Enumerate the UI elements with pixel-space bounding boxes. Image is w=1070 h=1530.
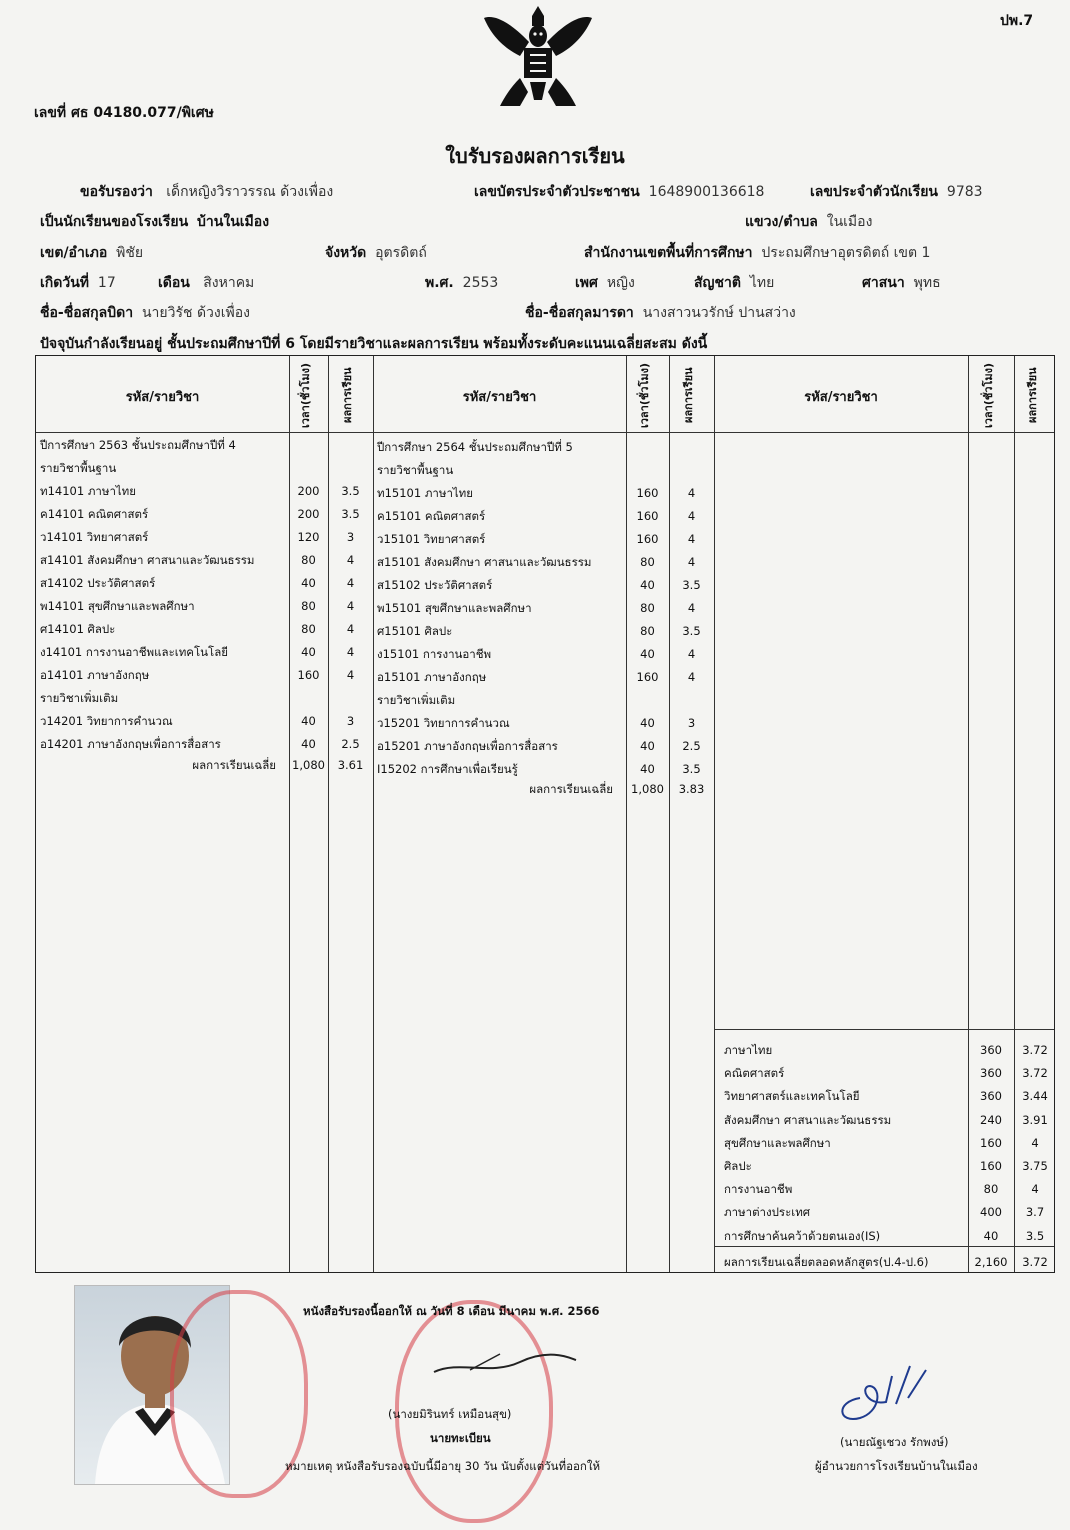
col3-subject: คณิตศาสตร์ (724, 1066, 785, 1081)
director-name: (นายณัฐเชวง รักพงษ์) (840, 1435, 949, 1449)
col3-subject: สุขศึกษาและพลศึกษา (724, 1135, 831, 1150)
overall-average-label: ผลการเรียนเฉลี่ยตลอดหลักสูตร(ป.4-ป.6) (724, 1255, 929, 1269)
id-label: เลขบัตรประจำตัวประชาชน (474, 184, 640, 200)
col2-grade: 3.5 (682, 578, 701, 592)
col1-hours (289, 457, 328, 479)
col3-grade: 3.44 (1022, 1089, 1048, 1104)
col3-grade: 3.72 (1022, 1066, 1048, 1081)
col2-grade: 4 (687, 647, 696, 661)
col3-hours: 360 (980, 1066, 1002, 1081)
col3-hours: 160 (980, 1135, 1002, 1150)
father-label: ชื่อ-ชื่อสกุลบิดา (40, 305, 134, 321)
col1-hours: 80 (301, 553, 316, 567)
header-hours-1: เวลา(ชั่วโมง) (299, 362, 312, 428)
col2-hours (626, 436, 669, 458)
col2-grade: 4 (687, 555, 696, 569)
year2-average-hours: 1,080 (631, 782, 664, 796)
issue-date-text: หนังสือรับรองนี้ออกให้ ณ วันที่ 8 เดือน มีนาคม พ.ศ. 2566 (303, 1304, 600, 1318)
col1-grade (328, 434, 373, 456)
col1-hours: 40 (301, 576, 316, 590)
form-code: ปพ.7 (1000, 13, 1034, 29)
col2-subject: ค15101 คณิตศาสตร์ (377, 509, 486, 523)
col2-subject: อ15201 ภาษาอังกฤษเพื่อการสื่อสาร (377, 739, 558, 753)
father-name: นายวิรัช ด้วงเพื่อง (141, 305, 250, 321)
col1-hours: 200 (297, 484, 320, 498)
col3-subject: สังคมศึกษา ศาสนาและวัฒนธรรม (724, 1112, 892, 1127)
col2-hours: 40 (640, 647, 655, 661)
col2-subject: ส15102 ประวัติศาสตร์ (377, 578, 493, 592)
year1-average-grade: 3.61 (337, 758, 364, 772)
header-hours-3: เวลา(ชั่วโมง) (982, 362, 995, 428)
col1-subject: ว14201 วิทยาการคำนวณ (40, 714, 173, 728)
overall-average-grade: 3.72 (1022, 1255, 1048, 1269)
col1-grade: 3 (346, 714, 355, 728)
col1-grade: 2.5 (341, 737, 360, 751)
birth-month-label: เดือน (158, 275, 190, 291)
year1-average-hours: 1,080 (292, 758, 325, 772)
col2-grade: 4 (687, 601, 696, 615)
col3-subject: ภาษาไทย (724, 1043, 773, 1057)
garuda-emblem (480, 2, 596, 114)
col2-hours: 80 (640, 624, 655, 638)
col2-hours: 80 (640, 555, 655, 569)
col1-grade: 4 (346, 645, 355, 659)
document-title: ใบรับรองผลการเรียน (445, 144, 625, 168)
col2-hours: 40 (640, 578, 655, 592)
col1-grade: 3 (346, 530, 355, 544)
col3-subject: วิทยาศาสตร์และเทคโนโลยี (724, 1089, 860, 1104)
document-number: เลขที่ ศธ 04180.077/พิเศษ (34, 105, 214, 121)
col1-hours: 40 (301, 645, 316, 659)
col3-grade: 3.91 (1022, 1112, 1048, 1127)
sex-value: หญิง (606, 275, 635, 291)
col2-grade: 3.5 (682, 762, 701, 776)
sex-label: เพศ (575, 275, 598, 291)
col2-grade: 4 (687, 532, 696, 546)
col1-grade (328, 457, 373, 479)
col2-hours: 160 (636, 486, 659, 500)
col1-subject: อ14201 ภาษาอังกฤษเพื่อการสื่อสาร (40, 737, 221, 751)
subdistrict-value: ในเมือง (826, 214, 873, 230)
sid-value: 9783 (946, 184, 983, 200)
col1-grade: 3.5 (341, 484, 360, 498)
header-grade-1: ผลการเรียน (341, 367, 354, 423)
religion-value: พุทธ (913, 275, 941, 291)
header-hours-2: เวลา(ชั่วโมง) (638, 362, 651, 428)
birth-day: 17 (97, 275, 116, 291)
registrar-signature (430, 1350, 580, 1380)
col2-grade (669, 459, 714, 481)
year2-average-label: ผลการเรียนเฉลี่ย (529, 782, 613, 796)
col3-hours: 80 (983, 1182, 999, 1197)
col1-grade (328, 687, 373, 709)
col3-grade: 3.5 (1025, 1228, 1045, 1243)
col1-hours: 160 (297, 668, 320, 682)
col3-grade: 3.7 (1025, 1205, 1045, 1220)
col2-subject: พ15101 สุขศึกษาและพลศึกษา (377, 601, 532, 615)
col2-subject: I15202 การศึกษาเพื่อเรียนรู้ (377, 762, 518, 776)
col1-hours (289, 687, 328, 709)
birth-month: สิงหาคม (203, 275, 255, 291)
header-subject-2: รหัส/รายวิชา (462, 390, 537, 405)
col1-grade: 4 (346, 576, 355, 590)
col2-subject: ท15101 ภาษาไทย (377, 486, 473, 500)
nationality-label: สัญชาติ (694, 275, 741, 291)
registrar-title: นายทะเบียน (430, 1431, 491, 1445)
col3-subject: ศิลปะ (724, 1159, 752, 1173)
school-label: เป็นนักเรียนของโรงเรียน (40, 214, 189, 230)
col1-subject: ท14101 ภาษาไทย (40, 484, 136, 498)
nationality-value: ไทย (749, 275, 775, 291)
col1-hours: 120 (297, 530, 320, 544)
col2-hours: 160 (636, 670, 659, 684)
overall-average-hours: 2,160 (974, 1255, 1008, 1269)
col1-subject: พ14101 สุขศึกษาและพลศึกษา (40, 599, 195, 613)
col2-grade: 4 (687, 486, 696, 500)
header-grade-2: ผลการเรียน (682, 367, 695, 423)
col1-subject: รายวิชาเพิ่มเติม (40, 691, 119, 705)
col3-hours: 160 (980, 1159, 1002, 1173)
mother-name: นางสาวนวรักษ์ ปานสว่าง (642, 305, 796, 321)
col2-grade: 3.5 (682, 624, 701, 638)
col2-subject: ส15101 สังคมศึกษา ศาสนาและวัฒนธรรม (377, 555, 592, 569)
id-value: 1648900136618 (648, 184, 765, 200)
district-label: เขต/อำเภอ (40, 245, 108, 261)
header-subject-3: รหัส/รายวิชา (804, 390, 878, 405)
col3-hours: 240 (980, 1112, 1002, 1127)
col1-hours: 80 (301, 599, 316, 613)
col3-grade: 4 (1031, 1135, 1039, 1150)
subdistrict-label: แขวง/ตำบล (745, 214, 818, 230)
col1-hours: 200 (297, 507, 320, 521)
student-name: เด็กหญิงวิราวรรณ ด้วงเพื่อง (166, 184, 334, 200)
validity-note: หมายเหตุ หนังสือรับรองฉบับนี้มีอายุ 30 วัน นับตั้งแต่วันที่ออกให้ (285, 1459, 601, 1473)
col1-subject: ปีการศึกษา 2563 ชั้นประถมศึกษาปีที่ 4 (40, 438, 236, 452)
col2-hours: 160 (636, 509, 659, 523)
col1-hours: 40 (301, 737, 316, 751)
col2-hours: 40 (640, 739, 655, 753)
col3-subject: ภาษาต่างประเทศ (724, 1205, 811, 1220)
cert-label: ขอรับรองว่า (80, 184, 153, 200)
col1-subject: ว14101 วิทยาศาสตร์ (40, 530, 149, 544)
birth-day-label: เกิดวันที่ (40, 275, 90, 291)
col2-grade (669, 436, 714, 458)
col2-subject: ง15101 การงานอาชีพ (377, 647, 492, 661)
col3-grade: 4 (1031, 1182, 1039, 1197)
col2-subject: อ15101 ภาษาอังกฤษ (377, 670, 487, 684)
religion-label: ศาสนา (862, 275, 905, 291)
sid-label: เลขประจำตัวนักเรียน (810, 184, 939, 200)
year1-average-label: ผลการเรียนเฉลี่ย (192, 758, 276, 772)
col3-hours: 400 (980, 1205, 1002, 1220)
col1-subject: ส14101 สังคมศึกษา ศาสนาและวัฒนธรรม (40, 553, 255, 567)
director-signature (830, 1358, 940, 1428)
col2-subject: ปีการศึกษา 2564 ชั้นประถมศึกษาปีที่ 5 (377, 440, 573, 454)
col1-subject: ง14101 การงานอาชีพและเทคโนโลยี (40, 645, 228, 659)
birth-year-label: พ.ศ. (425, 275, 454, 291)
mother-label: ชื่อ-ชื่อสกุลมารดา (525, 305, 634, 321)
header-grade-3: ผลการเรียน (1026, 367, 1039, 423)
col1-subject: ค14101 คณิตศาสตร์ (40, 507, 149, 521)
director-title: ผู้อำนวยการโรงเรียนบ้านในเมือง (815, 1459, 978, 1473)
col2-subject: ศ15101 ศิลปะ (377, 624, 453, 638)
col2-grade (669, 689, 714, 711)
col2-subject: ว15101 วิทยาศาสตร์ (377, 532, 486, 546)
col3-hours: 40 (983, 1228, 999, 1243)
registrar-name: (นางยมิรินทร์ เหมือนสุข) (388, 1407, 512, 1421)
col2-hours (626, 689, 669, 711)
col2-hours: 40 (640, 762, 655, 776)
col1-grade: 4 (346, 668, 355, 682)
year2-average-grade: 3.83 (678, 782, 705, 796)
col1-hours: 40 (301, 714, 316, 728)
province-label: จังหวัด (325, 245, 367, 261)
col1-hours: 80 (301, 622, 316, 636)
col1-subject: อ14101 ภาษาอังกฤษ (40, 668, 150, 682)
col1-grade: 3.5 (341, 507, 360, 521)
col2-subject: รายวิชาเพิ่มเติม (377, 693, 456, 707)
col1-hours (289, 434, 328, 456)
col2-subject: รายวิชาพื้นฐาน (377, 463, 454, 477)
col2-subject: ว15201 วิทยาการคำนวณ (377, 716, 510, 730)
col3-subject: การศึกษาค้นคว้าด้วยตนเอง(IS) (724, 1228, 881, 1243)
office-label: สำนักงานเขตพื้นที่การศึกษา (584, 245, 753, 261)
col2-hours: 160 (636, 532, 659, 546)
office-value: ประถมศึกษาอุตรดิตถ์ เขต 1 (761, 245, 931, 261)
enrollment-statement: ปัจจุบันกำลังเรียนอยู่ ชั้นประถมศึกษาปีที่ 6 โดยมีรายวิชาและผลการเรียน พร้อมทั้งระดับคะแนนเฉลี่ยสะสม ดังนี้ (40, 336, 708, 352)
col2-grade: 2.5 (682, 739, 701, 753)
col3-subject: การงานอาชีพ (724, 1182, 793, 1197)
col2-hours: 80 (640, 601, 655, 615)
col1-grade: 4 (346, 622, 355, 636)
province-value: อุตรดิตถ์ (375, 245, 427, 261)
district-value: พิชัย (116, 245, 144, 261)
col1-grade: 4 (346, 553, 355, 567)
col2-grade: 4 (687, 509, 696, 523)
col2-grade: 3 (687, 716, 696, 730)
col2-grade: 4 (687, 670, 696, 684)
col2-hours (626, 459, 669, 481)
col1-subject: ศ14101 ศิลปะ (40, 622, 116, 636)
col3-hours: 360 (980, 1043, 1002, 1057)
grades-table (35, 355, 1055, 1273)
birth-year: 2553 (462, 275, 499, 291)
col3-grade: 3.72 (1022, 1043, 1048, 1057)
col1-subject: รายวิชาพื้นฐาน (40, 461, 117, 475)
col3-hours: 360 (980, 1089, 1002, 1104)
header-subject-1: รหัส/รายวิชา (125, 390, 200, 405)
col1-grade: 4 (346, 599, 355, 613)
col2-hours: 40 (640, 716, 655, 730)
school-value: บ้านในเมือง (197, 214, 270, 230)
col3-grade: 3.75 (1022, 1159, 1048, 1173)
col1-subject: ส14102 ประวัติศาสตร์ (40, 576, 156, 590)
